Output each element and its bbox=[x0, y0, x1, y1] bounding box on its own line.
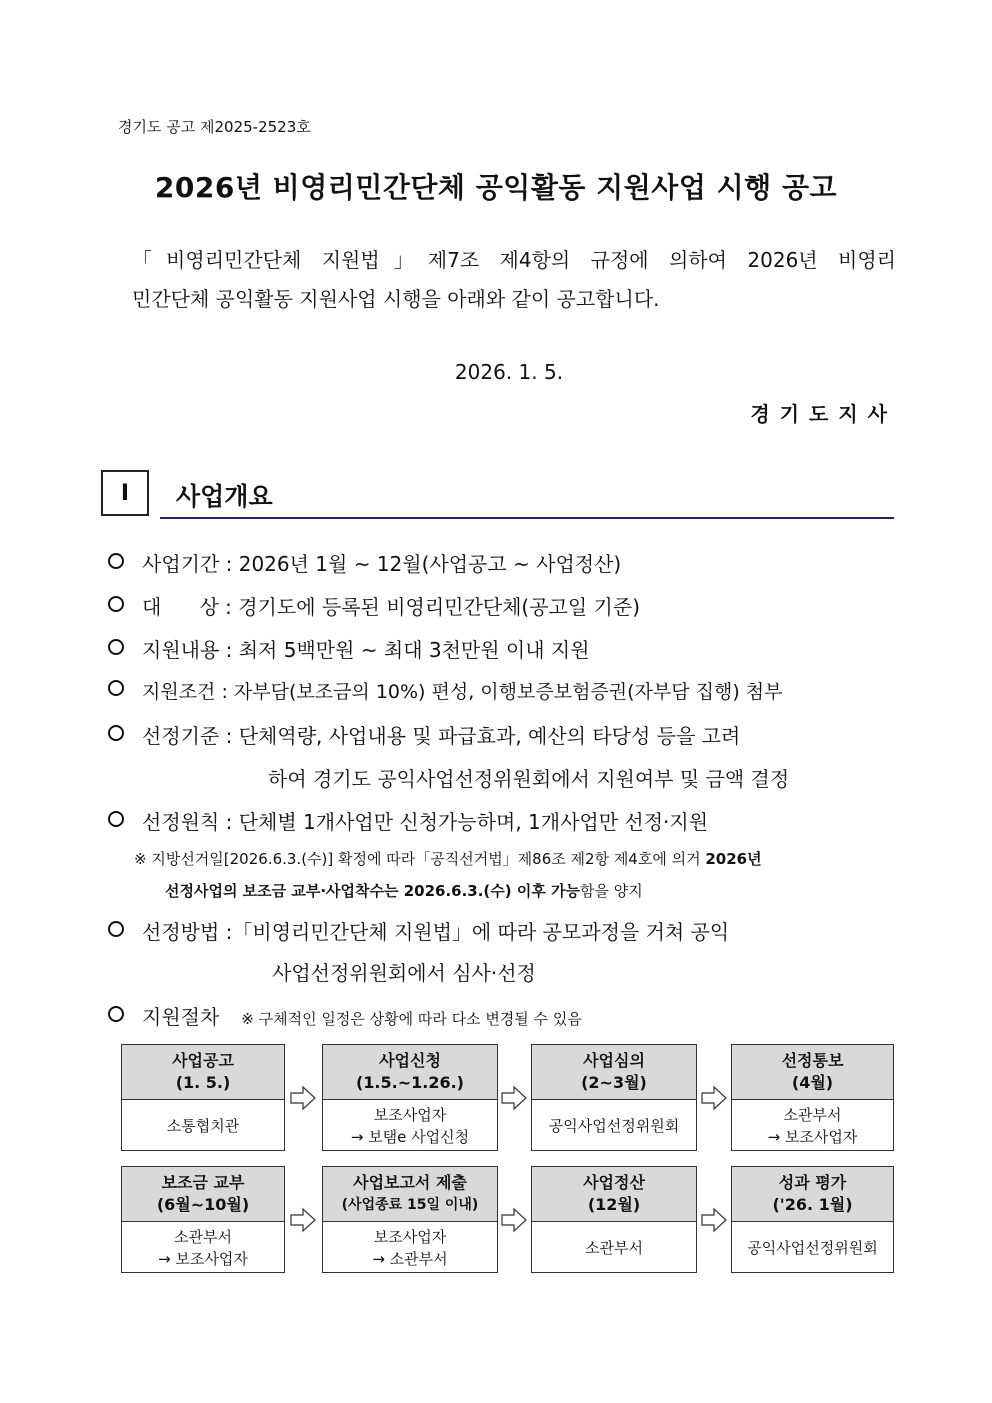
list-item: 지원조건 : 자부담(보조금의 10%) 편성, 이행보증보험증권(자부담 집행) 첨부 bbox=[108, 677, 783, 704]
right-arrow-icon bbox=[701, 1207, 727, 1233]
bullet-circle-icon bbox=[108, 1006, 124, 1022]
right-arrow-icon bbox=[501, 1085, 527, 1111]
list-item: 대 상 : 경기도에 등록된 비영리민간단체(공고일 기준) bbox=[108, 591, 640, 620]
list-item: 사업기간 : 2026년 1월 ~ 12월(사업공고 ~ 사업정산) bbox=[108, 548, 621, 577]
flow-step-report-submission: 사업보고서 제출 (사업종료 15일 이내) 보조사업자 → 소관부서 bbox=[322, 1166, 498, 1273]
method-continuation: 사업선정위원회에서 심사·선정 bbox=[272, 961, 536, 985]
list-item-method: 선정방법 :「비영리민간단체 지원법」에 따라 공모과정을 거쳐 공익 bbox=[108, 916, 729, 945]
election-note-line-2: 선정사업의 보조금 교부·사업착수는 2026.6.3.(수) 이후 가능함을 양지 bbox=[165, 882, 643, 900]
notice-number: 경기도 공고 제2025-2523호 bbox=[118, 118, 311, 136]
intro-line-1: 「비영리민간단체 지원법」제7조 제4항의 규정에 의하여 2026년 비영리 bbox=[132, 248, 896, 272]
bullet-circle-icon bbox=[108, 680, 124, 696]
list-item: 지원내용 : 최저 5백만원 ~ 최대 3천만원 이내 지원 bbox=[108, 634, 590, 663]
bullet-circle-icon bbox=[108, 725, 124, 741]
list-item-continuation: 하여 경기도 공익사업선정위원회에서 지원여부 및 금액 결정 bbox=[268, 767, 790, 791]
section-number-box bbox=[101, 470, 149, 516]
bullet-circle-icon bbox=[108, 639, 124, 655]
flow-step-subsidy-grant: 보조금 교부 (6월~10월) 소관부서 → 보조사업자 bbox=[121, 1166, 285, 1273]
right-arrow-icon bbox=[501, 1207, 527, 1233]
right-arrow-icon bbox=[290, 1085, 316, 1111]
notice-date: 2026. 1. 5. bbox=[454, 360, 564, 384]
election-note-line-1: ※ 지방선거일[2026.6.3.(수)] 확정에 따라「공직선거법」제86조 제2항 제4호에 의거 2026년 bbox=[134, 850, 762, 868]
flow-step-review: 사업심의 (2~3월) 공익사업선정위원회 bbox=[531, 1044, 697, 1151]
list-item-procedure: 지원절차 ※ 구체적인 일정은 상황에 따라 다소 변경될 수 있음 bbox=[108, 1001, 582, 1030]
right-arrow-icon bbox=[290, 1207, 316, 1233]
issuer: 경기도지사 bbox=[750, 402, 897, 426]
section-underline bbox=[160, 517, 894, 519]
flow-step-announcement: 사업공고 (1. 5.) 소통협치관 bbox=[121, 1044, 285, 1151]
bullet-circle-icon bbox=[108, 553, 124, 569]
flow-step-application: 사업신청 (1.5.~1.26.) 보조사업자 → 보탬e 사업신청 bbox=[322, 1044, 498, 1151]
flow-step-settlement: 사업정산 (12월) 소관부서 bbox=[531, 1166, 697, 1273]
section-title: 사업개요 bbox=[176, 482, 273, 511]
right-arrow-icon bbox=[701, 1085, 727, 1111]
bullet-circle-icon bbox=[108, 596, 124, 612]
list-item: 선정원칙 : 단체별 1개사업만 신청가능하며, 1개사업만 선정·지원 bbox=[108, 806, 708, 835]
flow-step-evaluation: 성과 평가 ('26. 1월) 공익사업선정위원회 bbox=[731, 1166, 894, 1273]
intro-line-2: 민간단체 공익활동 지원사업 시행을 아래와 같이 공고합니다. bbox=[132, 287, 660, 311]
list-item: 선정기준 : 단체역량, 사업내용 및 파급효과, 예산의 타당성 등을 고려 bbox=[108, 720, 740, 749]
bullet-circle-icon bbox=[108, 811, 124, 827]
flow-step-notification: 선정통보 (4월) 소관부서 → 보조사업자 bbox=[731, 1044, 894, 1151]
page-title: 2026년 비영리민간단체 공익활동 지원사업 시행 공고 bbox=[154, 171, 838, 204]
bullet-circle-icon bbox=[108, 921, 124, 937]
section-number: I bbox=[120, 480, 130, 506]
